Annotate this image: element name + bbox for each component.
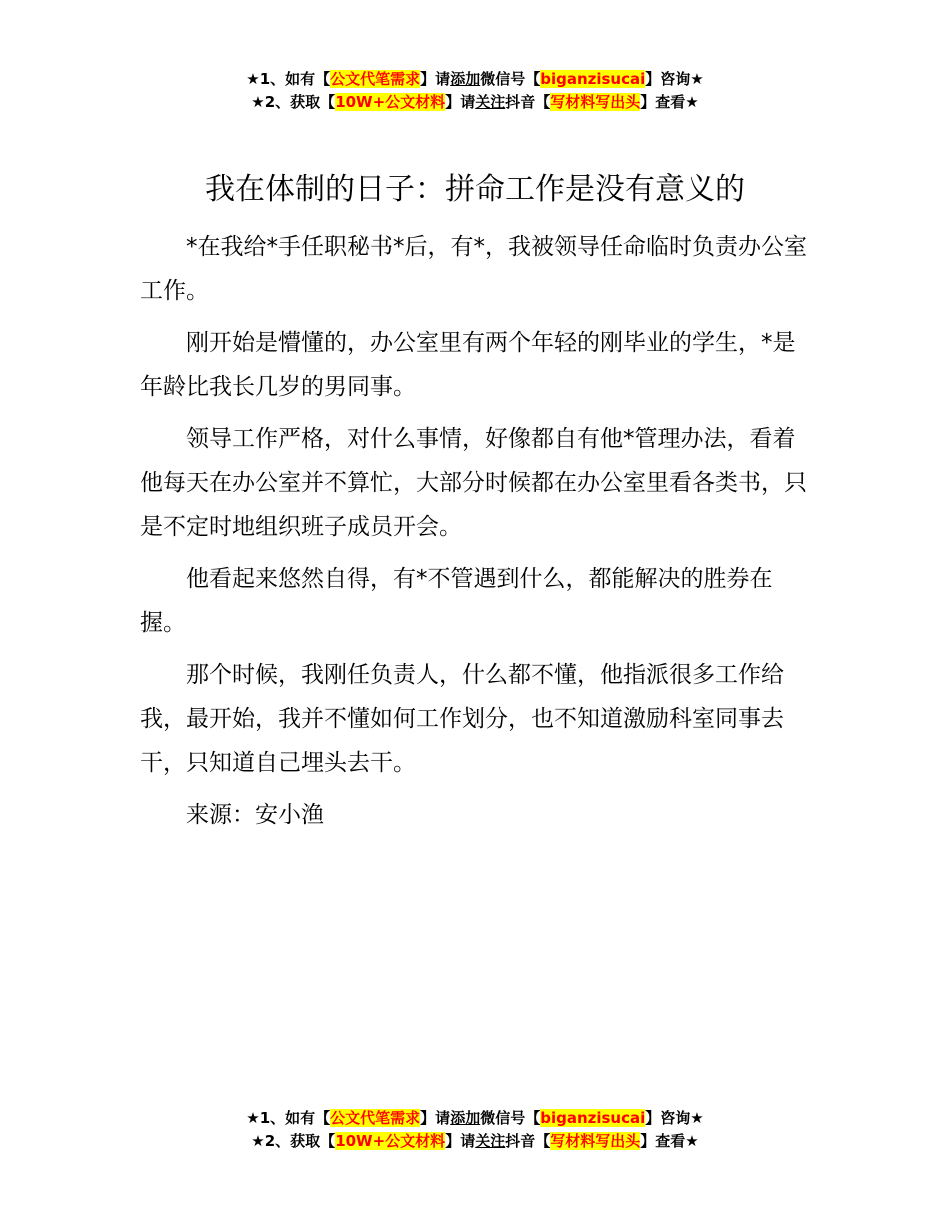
footer-banner bbox=[0, 1107, 950, 1153]
paragraph: 他看起来悠然自得，有*不管遇到什么，都能解决的胜券在握。 bbox=[140, 566, 773, 636]
banner-line-2: ★2、获取【10W+公文材料】请关注抖音【写材料写出头】查看★ bbox=[251, 93, 699, 111]
paragraph: *在我给*手任职秘书*后，有*，我被领导任命临时负责办公室工作。 bbox=[140, 234, 807, 304]
highlight-service: 公文代笔需求 bbox=[330, 70, 421, 88]
document-body bbox=[140, 225, 812, 845]
source-line: 来源：安小渔 bbox=[186, 802, 324, 828]
highlight-materials: 10W+公文材料 bbox=[335, 1132, 446, 1150]
highlight-douyin-account: 写材料写出头 bbox=[550, 93, 641, 111]
highlight-materials: 10W+公文材料 bbox=[335, 93, 446, 111]
paragraph: 那个时候，我刚任负责人，什么都不懂，他指派很多工作给我，最开始，我并不懂如何工作划分，也不知道激励科室同事去干，只知道自己埋头去干。 bbox=[140, 662, 784, 776]
paragraph: 领导工作严格，对什么事情，好像都自有他*管理办法，看着他每天在办公室并不算忙，大部分时候都在办公室里看各类书，只是不定时地组织班子成员开会。 bbox=[140, 426, 807, 540]
banner-line-1: ★1、如有【公文代笔需求】请添加微信号【biganzisucai】咨询★ bbox=[246, 70, 704, 88]
banner-line-2: ★2、获取【10W+公文材料】请关注抖音【写材料写出头】查看★ bbox=[251, 1132, 699, 1150]
header-banner bbox=[0, 68, 950, 114]
document-title: 我在体制的日子：拼命工作是没有意义的 bbox=[205, 172, 745, 207]
paragraph: 刚开始是懵懂的，办公室里有两个年轻的刚毕业的学生，*是年龄比我长几岁的男同事。 bbox=[140, 330, 796, 400]
highlight-service: 公文代笔需求 bbox=[330, 1109, 421, 1127]
highlight-wechat-id: biganzisucai bbox=[540, 70, 646, 88]
highlight-wechat-id: biganzisucai bbox=[540, 1109, 646, 1127]
banner-line-1: ★1、如有【公文代笔需求】请添加微信号【biganzisucai】咨询★ bbox=[246, 1109, 704, 1127]
highlight-douyin-account: 写材料写出头 bbox=[550, 1132, 641, 1150]
